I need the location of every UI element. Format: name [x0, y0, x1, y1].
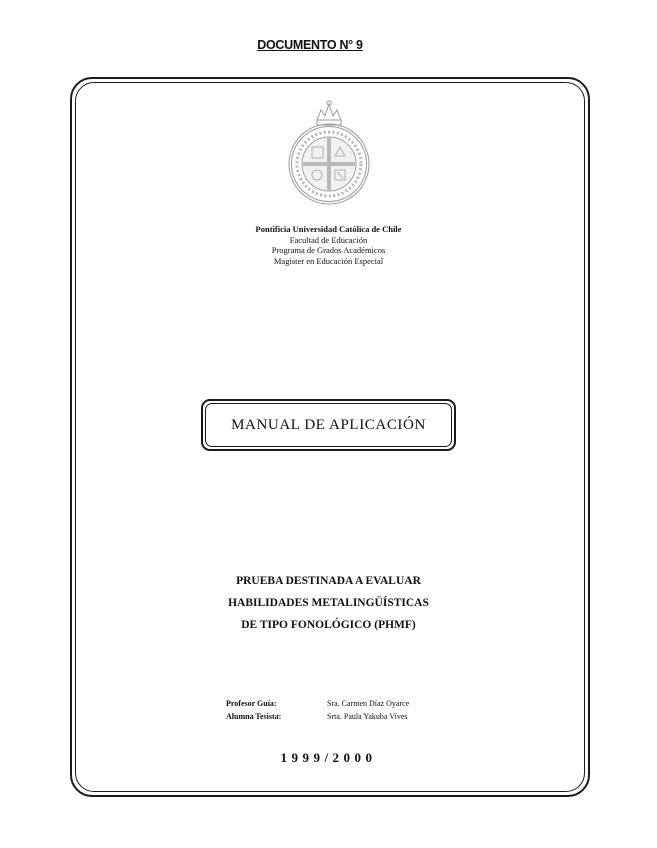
test-title-line-1: PRUEBA DESTINADA A EVALUAR [236, 575, 421, 587]
advisor-row [226, 698, 409, 711]
manual-title: MANUAL DE APLICACIÓN [205, 403, 452, 447]
program-name: Programa de Grados Académicos [271, 245, 386, 255]
test-title-line-2: HABILIDADES METALINGÜÍSTICAS [228, 597, 429, 609]
university-seal-icon [287, 98, 371, 210]
test-title [0, 570, 657, 636]
manual-title-box [201, 399, 456, 451]
year: 1999/2000 [280, 750, 377, 765]
student-role: Alumna Tesista: [226, 711, 282, 721]
advisor-name: Sra. Carmen Díaz Oyarce [327, 699, 410, 708]
faculty-name: Facultad de Educación [289, 234, 368, 245]
student-row [226, 711, 409, 724]
institution-block [0, 224, 657, 266]
degree-name: Magister en Educación Especial [273, 255, 384, 266]
credits-block [226, 698, 409, 723]
document-label: DOCUMENTO N° 9 [257, 38, 363, 52]
student-name: Srta. Paula Yakuba Vives [327, 711, 408, 721]
advisor-role: Profesor Guía: [226, 699, 277, 708]
test-title-line-3: DE TIPO FONOLÓGICO (PHMF) [241, 619, 416, 631]
university-name: Pontificia Universidad Católica de Chile [255, 224, 402, 234]
